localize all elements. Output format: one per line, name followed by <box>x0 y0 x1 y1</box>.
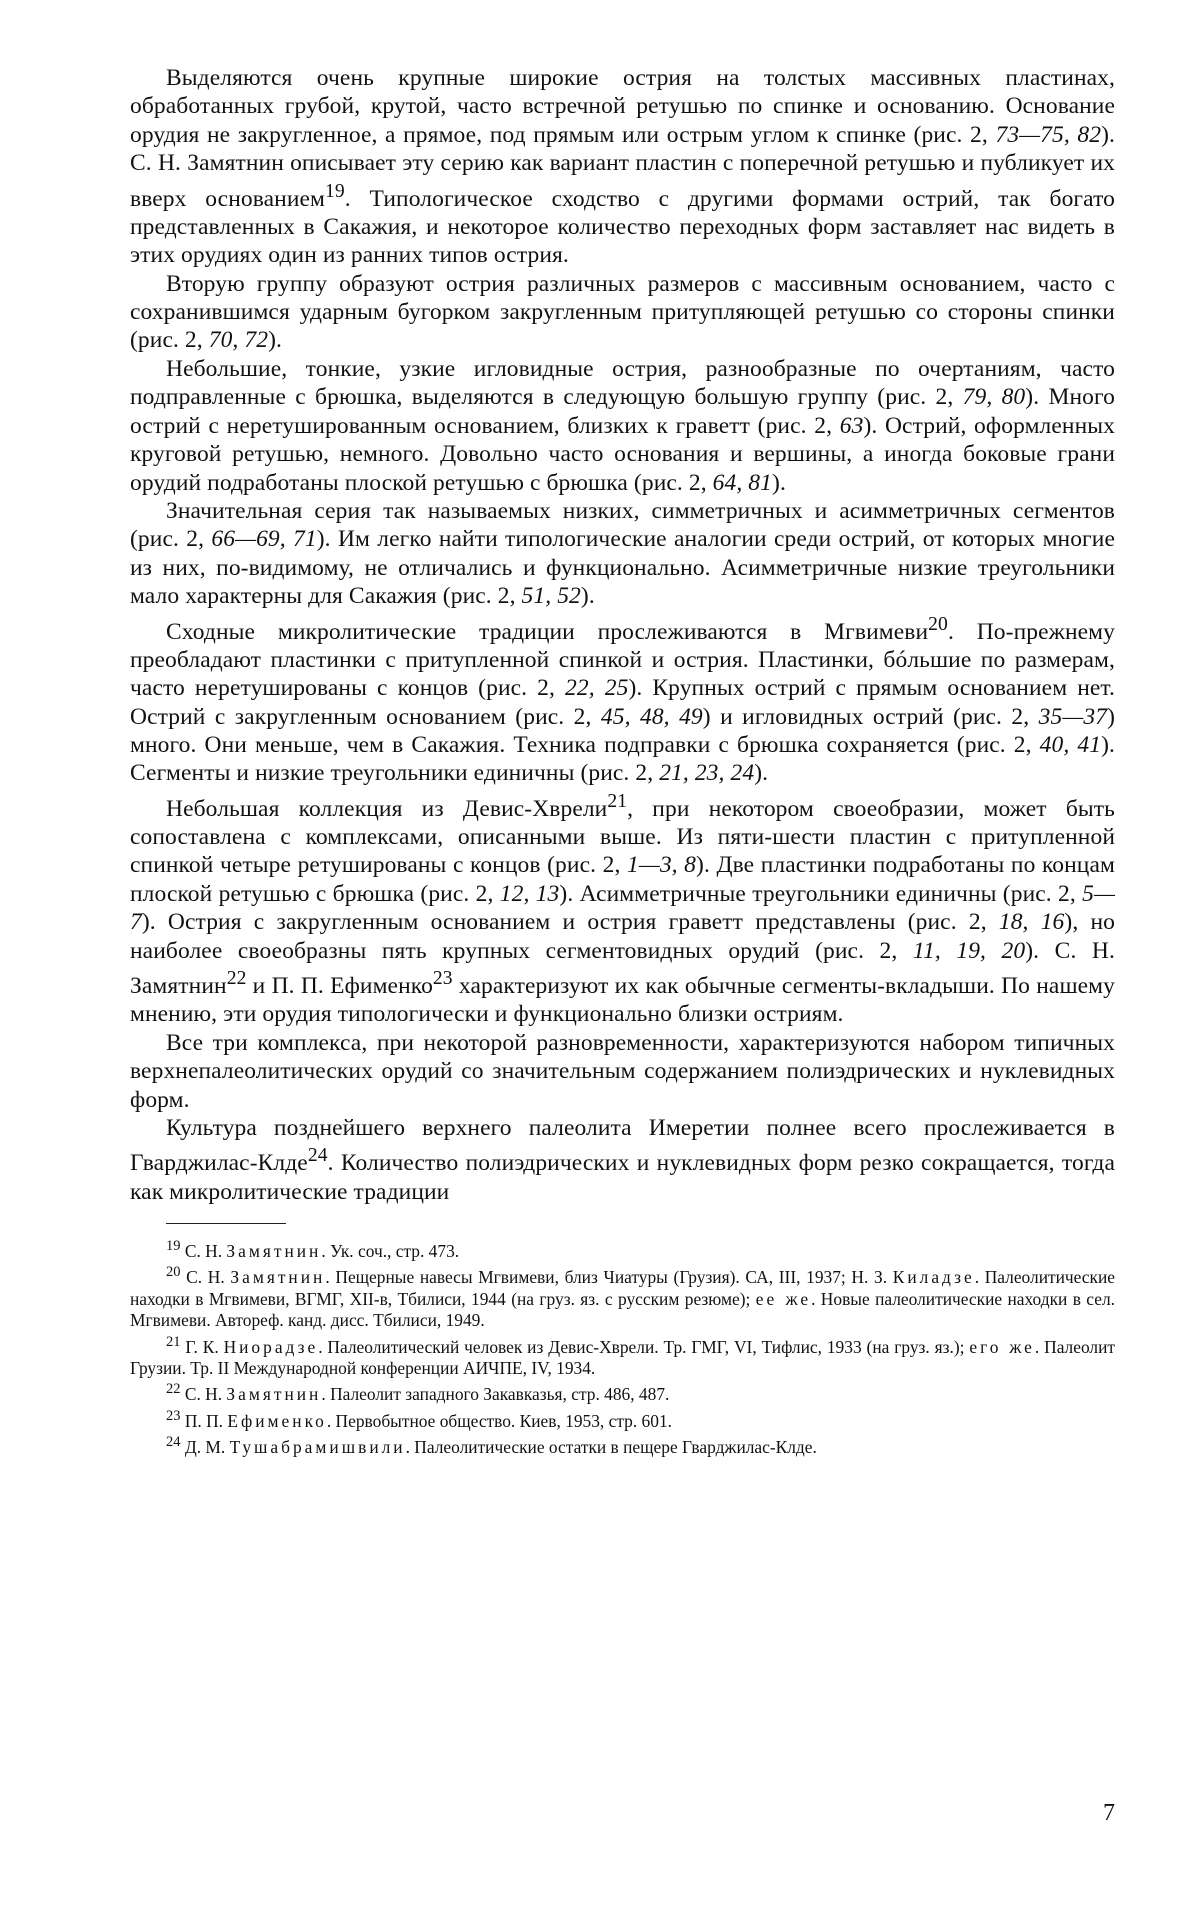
footnote <box>130 1332 1115 1380</box>
footnote-ref: 22 <box>166 1381 181 1398</box>
paragraph <box>130 355 1115 497</box>
figure-ref: 18, 16 <box>998 909 1065 936</box>
figure-ref: 5—7 <box>130 880 1115 936</box>
text-run: П. П. <box>180 1410 228 1431</box>
footnote-ref: 23 <box>432 968 453 990</box>
text-run: Культура позднейшего верхнего палеолита Имеретии полнее всего прослеживается в Гварджилас-Клде <box>130 1114 1115 1177</box>
footnote-ref: 24 <box>166 1433 181 1450</box>
author-name: ее же <box>755 1288 812 1309</box>
text-run: ). Асимметричные треугольники единичны (рис. 2, <box>559 880 1083 907</box>
text-run: ). Им легко найти типологические аналогии среди острий, от которых многие из них, по-видимому, не отличались и функционально. Асимметричные низкие треугольники мало характерны для Сакажия (рис. 2, <box>130 526 1116 610</box>
text-run: и П. П. Ефименко <box>246 972 433 999</box>
footnote-ref: 19 <box>325 180 345 202</box>
author-name: Замятнин <box>226 1240 322 1261</box>
text-run: Небольшая коллекция из Девис-Хврели <box>166 795 608 822</box>
body-text <box>130 64 1115 1206</box>
author-name: Ниорадзе <box>223 1336 319 1357</box>
text-run: Небольшие, тонкие, узкие игловидные острия, разнообразные по очертаниям, часто подправленные с брюшка, выделяются в следующую большую группу (рис. 2, <box>130 355 1115 411</box>
text-run: ) и игловидных острий (рис. 2, <box>702 703 1039 730</box>
figure-ref: 40, 41 <box>1039 732 1102 758</box>
paragraph <box>130 1029 1115 1114</box>
footnote-ref: 20 <box>928 613 948 635</box>
footnote-ref: 19 <box>166 1237 181 1254</box>
text-run: Сходные микролитические традиции прослеживаются в Мгвимеви <box>166 618 929 645</box>
text-run: ). <box>268 327 282 354</box>
text-run: ), но наиболее своеобразны пять крупных сегментовидных орудий (рис. 2, <box>130 909 1115 964</box>
author-name: Ефименко <box>227 1410 327 1431</box>
text-run: ). Крупных острий с прямым основанием нет. Острий с закругленным основанием (рис. 2, <box>130 675 1115 730</box>
text-run: Д. М. <box>180 1436 230 1457</box>
page-number: 7 <box>1103 1800 1115 1826</box>
text-run: С. Н. <box>180 1240 227 1261</box>
text-run: ). Острия с закругленным основанием и острия граветт представлены (рис. 2, <box>141 909 999 936</box>
footnote <box>130 1236 1115 1262</box>
text-run: . Палеолитические находки в Мгвимеви, ВГМГ, XII-в, Тбилиси, 1944 (на груз. яз. с русским резюме); <box>130 1267 1116 1309</box>
text-run: ) много. Они меньше, чем в Сакажия. Техника подправки с брюшка сохраняется (рис. 2, <box>130 703 1115 758</box>
text-run: С. Н. <box>180 1384 227 1405</box>
text-run: ). <box>580 583 595 610</box>
footnote-ref: 21 <box>166 1333 181 1350</box>
figure-ref: 63 <box>839 412 864 439</box>
text-run: . Ук. соч., стр. 473. <box>321 1240 460 1261</box>
footnote-ref: 24 <box>307 1145 328 1167</box>
footnote <box>130 1432 1115 1458</box>
author-name: его же <box>969 1336 1035 1357</box>
figure-ref: 11, 19, 20 <box>912 937 1026 964</box>
text-run: С. Н. <box>180 1267 231 1288</box>
footnote-ref: 23 <box>166 1407 181 1424</box>
text-run: . Типологическое сходство с другими формами острий, так богато представленных в Сакажия, и некоторое количество переходных форм заставляет нас видеть в этих орудиях один из ранних типов острия. <box>130 185 1115 269</box>
figure-ref: 35—37 <box>1038 703 1108 730</box>
text-run: . Первобытное общество. Киев, 1953, стр. 601. <box>326 1410 672 1431</box>
text-run: . Палеолитический человек из Девис-Хврели. Тр. ГМГ, VI, Тифлис, 1933 (на груз. яз.); <box>318 1336 970 1357</box>
text-run: Вторую группу образуют острия различных размеров с массивным основанием, часто с сохранившимся ударным бугорком закругленным притупляющей ретушью со стороны спинки (рис. 2, <box>130 270 1115 354</box>
text-run: . Пещерные навесы Мгвимеви, близ Чиатуры (Грузия). СА, III, 1937; Н. З. <box>325 1267 893 1288</box>
text-run: ). С. Н. Замятнин <box>130 937 1115 999</box>
figure-ref: 64, 81 <box>712 469 773 496</box>
figure-ref: 22, 25 <box>565 675 629 702</box>
figure-ref: 51, 52 <box>521 583 581 610</box>
paragraph <box>130 788 1115 1029</box>
author-name: Тушабрамишвили <box>229 1436 406 1457</box>
figure-ref: 66—69, 71 <box>211 526 317 553</box>
text-run: Г. К. <box>180 1336 224 1357</box>
text-run: ). С. Н. Замятнин описывает эту серию как вариант пластин с поперечной ретушью и публикует их вверх основанием <box>130 121 1116 212</box>
text-run: характеризуют их как обычные сегменты-вкладыши. По нашему мнению, эти орудия типологически и функционально близки остриям. <box>130 972 1115 1028</box>
text-run: ). Сегменты и низкие треугольники единичны (рис. 2, <box>130 732 1115 787</box>
text-run: . Количество полиэдрических и нуклевидных форм резко сокращается, тогда как микролитические традиции <box>130 1150 1115 1205</box>
text-run: Значительная серия так называемых низких, симметричных и асимметричных сегментов (рис. 2, <box>130 497 1115 553</box>
text-run: ). Острий, оформленных круговой ретушью, немного. Довольно часто основания и вершины, а иногда боковые грани орудий подработаны плоской ретушью с брюшка (рис. 2, <box>130 412 1115 496</box>
text-run: . Палеолит Грузии. Тр. II Международной конференции АИЧПЕ, IV, 1934. <box>130 1336 1116 1378</box>
text-run: , при некотором своеобразии, может быть сопоставлена с комплексами, описанными выше. Из пяти-шести пластин с притупленной спинкой четыре ретушированы с концов (рис. 2, <box>130 795 1115 879</box>
figure-ref: 1—3, 8 <box>626 852 697 879</box>
text-run: . Новые палеолитические находки в сел. Мгвимеви. Автореф. канд. дисс. Тбилиси, 1949. <box>130 1288 1115 1331</box>
author-name: Киладзе <box>892 1267 975 1288</box>
text-run: ). <box>772 469 786 496</box>
text-run: . Палеолит западного Закавказья, стр. 486, 487. <box>321 1384 670 1405</box>
footnotes <box>130 1236 1115 1458</box>
figure-ref: 79, 80 <box>962 384 1026 411</box>
figure-ref: 45, 48, 49 <box>600 703 703 730</box>
footnote <box>130 1406 1115 1432</box>
paragraph <box>130 497 1115 611</box>
text-run: ). <box>754 760 769 787</box>
paragraph <box>130 270 1115 355</box>
text-run: ). Много острий с неретушированным основанием, близких к граветт (рис. 2, <box>130 384 1115 439</box>
author-name: Замятнин <box>226 1384 322 1405</box>
footnote <box>130 1379 1115 1405</box>
figure-ref: 70, 72 <box>208 327 269 354</box>
footnote-ref: 20 <box>166 1264 181 1281</box>
document-page <box>130 64 1115 1458</box>
text-run: . Палеолитические остатки в пещере Гварджилас-Клде. <box>405 1436 817 1457</box>
paragraph <box>130 1114 1115 1206</box>
text-run: . По-прежнему преобладают пластинки с притупленной спинкой и острия. Пластинки, бóльшие по размерам, часто неретушированы с концов (рис. 2, <box>130 618 1115 702</box>
text-run: Все три комплекса, при некоторой разновременности, характеризуются набором типичных верхнепалеолитических орудий со значительным содержанием полиэдрических и нуклевидных форм. <box>130 1029 1115 1113</box>
text-run: ). Две пластинки подработаны по концам плоской ретушью с брюшка (рис. 2, <box>130 852 1115 907</box>
figure-ref: 21, 23, 24 <box>659 760 755 787</box>
figure-ref: 73—75, 82 <box>995 121 1102 148</box>
footnote-divider <box>166 1223 286 1224</box>
paragraph <box>130 611 1115 788</box>
footnote <box>130 1262 1115 1331</box>
paragraph <box>130 64 1115 270</box>
footnote-ref: 21 <box>607 790 628 812</box>
text-run: Выделяются очень крупные широкие острия на толстых массивных пластинах, обработанных грубой, крутой, часто встречной ретушью по спинке и основанию. Основание орудия не закругленное, а прямое, под прямым или острым углом к спинке (рис. 2, <box>130 65 1115 148</box>
footnote-ref: 22 <box>226 968 247 990</box>
figure-ref: 12, 13 <box>499 880 560 907</box>
author-name: Замятнин <box>230 1267 326 1288</box>
